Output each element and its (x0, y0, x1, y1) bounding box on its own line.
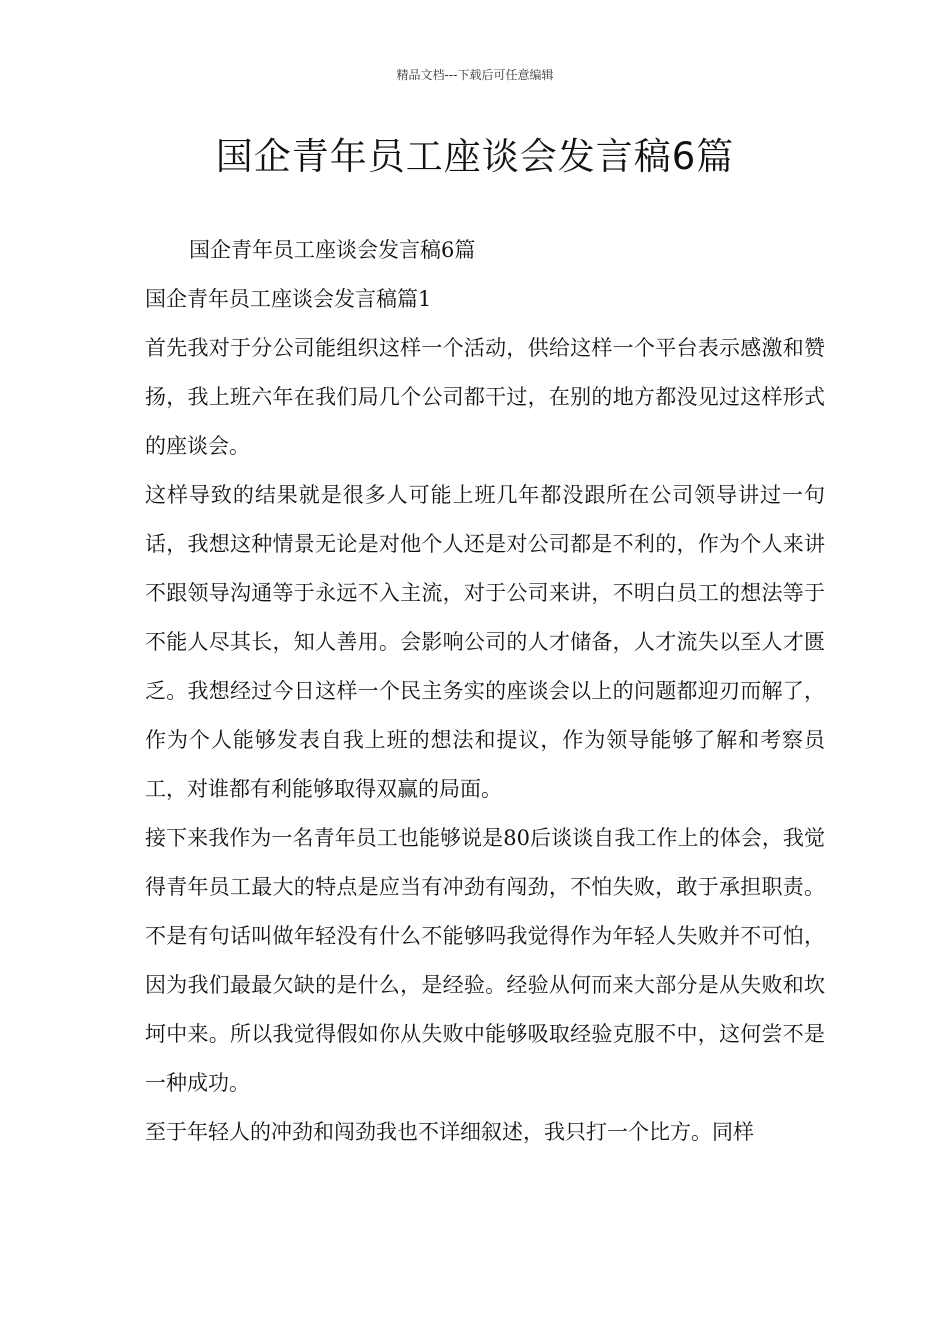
document-subtitle: 国企青年员工座谈会发言稿6篇 (189, 238, 476, 262)
section-heading: 国企青年员工座谈会发言稿篇1 (145, 287, 432, 311)
paragraph: 至于年轻人的冲劲和闯劲我也不详细叙述，我只打一个比方。同样 (145, 1120, 754, 1144)
document-title: 国企青年员工座谈会发言稿6篇 (215, 135, 735, 178)
paragraph: 接下来我作为一名青年员工也能够说是80后谈谈自我工作上的体会，我觉得青年员工最大的特点是应当有冲劲有闯劲，不怕失败，敢于承担职责。不是有句话叫做年轻没有什么不能够吗我觉得作为年轻人失败并不可怕，因为我们最最欠缺的是什么，是经验。经验从何而来大部分是从失败和坎坷中来。所以我觉得假如你从失败中能够吸取经验克服不中，这何尝不是一种成功。 (145, 826, 825, 1095)
paragraph: 这样导致的结果就是很多人可能上班几年都没跟所在公司领导讲过一句话，我想这种情景无论是对他个人还是对公司都是不利的，作为个人来讲不跟领导沟通等于永远不入主流，对于公司来讲，不明白员工的想法等于不能人尽其长，知人善用。会影响公司的人才储备，人才流失以至人才匮乏。我想经过今日这样一个民主务实的座谈会以上的问题都迎刃而解了，作为个人能够发表自我上班的想法和提议，作为领导能够了解和考察员工，对谁都有利能够取得双赢的局面。 (145, 483, 825, 801)
document-body (145, 226, 825, 1157)
paragraph: 首先我对于分公司能组织这样一个活动，供给这样一个平台表示感激和赞扬，我上班六年在我们局几个公司都干过，在别的地方都没见过这样形式的座谈会。 (145, 336, 825, 458)
header-note: 精品文档---下载后可任意编辑 (396, 68, 554, 82)
